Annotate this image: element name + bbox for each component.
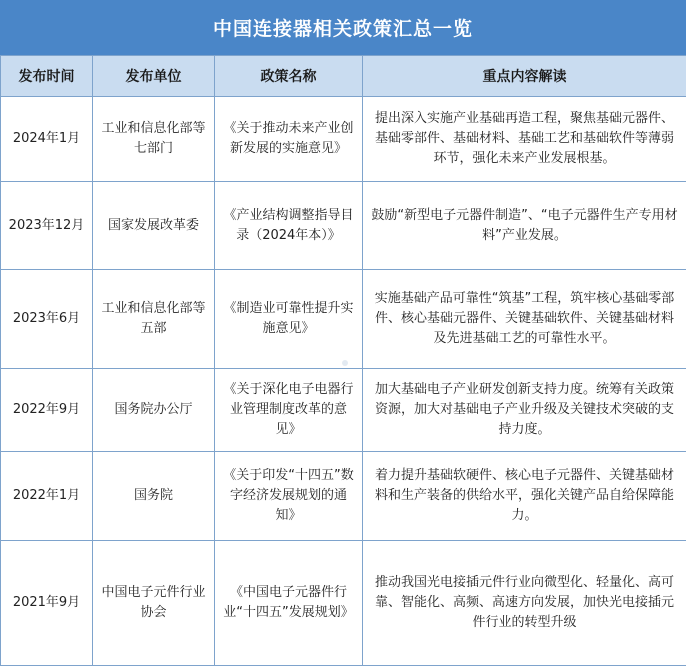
- table-row: [1, 452, 686, 541]
- table-row: [1, 97, 686, 182]
- cell-date: 2021年9月: [1, 541, 93, 666]
- cell-summary: 鼓励“新型电子元器件制造”、“电子元器件生产专用材料”产业发展。: [363, 182, 686, 270]
- cell-policy: 《中国电子元器件行业“十四五”发展规划》: [215, 541, 363, 666]
- table-row: [1, 182, 686, 270]
- cell-summary: 着力提升基础软硬件、核心电子元器件、关键基础材料和生产装备的供给水平，强化关键产品自给保障能力。: [363, 452, 686, 541]
- table-title: 中国连接器相关政策汇总一览: [0, 0, 686, 55]
- cell-unit: 中国电子元件行业协会: [93, 541, 215, 666]
- cell-unit: 工业和信息化部等七部门: [93, 97, 215, 182]
- cell-date: 2022年9月: [1, 369, 93, 452]
- cell-date: 2023年12月: [1, 182, 93, 270]
- header-policy: 政策名称: [215, 56, 363, 97]
- table-row: [1, 541, 686, 666]
- cell-policy: 《关于深化电子电器行业管理制度改革的意见》: [215, 369, 363, 452]
- header-date: 发布时间: [1, 56, 93, 97]
- cell-date: 2024年1月: [1, 97, 93, 182]
- cell-summary: 提出深入实施产业基础再造工程，聚焦基础元器件、基础零部件、基础材料、基础工艺和基础软件等薄弱环节，强化未来产业发展根基。: [363, 97, 686, 182]
- header-summary: 重点内容解读: [363, 56, 686, 97]
- cell-summary: 推动我国光电接插元件行业向微型化、轻量化、高可靠、智能化、高频、高速方向发展，加快光电接插元件行业的转型升级: [363, 541, 686, 666]
- cell-unit: 工业和信息化部等五部: [93, 270, 215, 369]
- cell-date: 2022年1月: [1, 452, 93, 541]
- cell-unit: 国务院办公厅: [93, 369, 215, 452]
- cell-policy: 《制造业可靠性提升实施意见》: [215, 270, 363, 369]
- cell-unit: 国家发展改革委: [93, 182, 215, 270]
- header-unit: 发布单位: [93, 56, 215, 97]
- cell-policy: 《关于推动未来产业创新发展的实施意见》: [215, 97, 363, 182]
- cell-unit: 国务院: [93, 452, 215, 541]
- cell-policy: 《产业结构调整指导目录（2024年本）》: [215, 182, 363, 270]
- cell-summary: 加大基础电子产业研发创新支持力度。统筹有关政策资源，加大对基础电子产业升级及关键技术突破的支持力度。: [363, 369, 686, 452]
- cell-date: 2023年6月: [1, 270, 93, 369]
- cell-summary: 实施基础产品可靠性“筑基”工程，筑牢核心基础零部件、核心基础元器件、关键基础软件、关键基础材料及先进基础工艺的可靠性水平。: [363, 270, 686, 369]
- table-row: [1, 369, 686, 452]
- header-row: [1, 56, 686, 97]
- cell-policy: 《关于印发“十四五”数字经济发展规划的通知》: [215, 452, 363, 541]
- table-row: [1, 270, 686, 369]
- watermark-dot: [342, 360, 348, 366]
